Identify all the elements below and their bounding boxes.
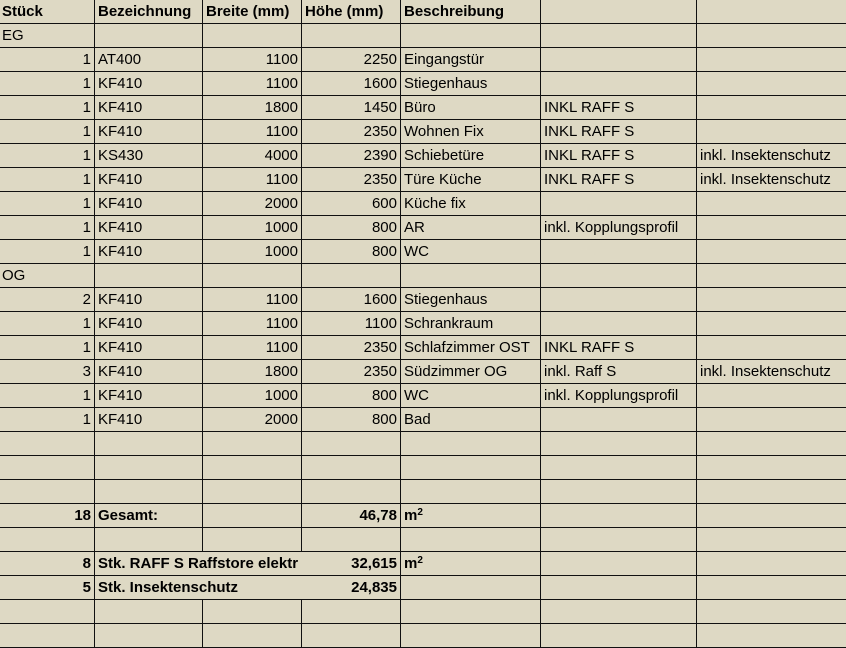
note-cell[interactable] [541, 48, 697, 71]
height-cell[interactable]: 800 [302, 240, 401, 263]
note-cell[interactable] [541, 240, 697, 263]
description-cell[interactable]: Südzimmer OG [401, 360, 541, 383]
empty-cell[interactable] [203, 624, 302, 647]
empty-cell[interactable] [203, 480, 302, 503]
empty-cell[interactable] [697, 552, 846, 575]
qty-cell[interactable]: 1 [0, 72, 95, 95]
empty-cell[interactable] [541, 600, 697, 623]
qty-cell[interactable]: 1 [0, 408, 95, 431]
table-row [0, 360, 846, 384]
empty-cell[interactable] [401, 432, 541, 455]
description-cell[interactable]: WC [401, 240, 541, 263]
height-cell[interactable]: 2250 [302, 48, 401, 71]
width-cell[interactable]: 1000 [203, 384, 302, 407]
height-cell[interactable]: 2390 [302, 144, 401, 167]
empty-cell[interactable] [0, 600, 95, 623]
raff-label[interactable]: Stk. RAFF S Raffstore elektr [98, 555, 299, 572]
note-cell[interactable]: inkl. Kopplungsprofil [541, 216, 697, 239]
description-cell[interactable]: Türe Küche [401, 168, 541, 191]
note-cell[interactable]: INKL RAFF S [541, 120, 697, 143]
empty-cell[interactable] [697, 528, 846, 551]
raff-summary-row [0, 552, 846, 576]
empty-row [0, 480, 846, 504]
table-row [0, 288, 846, 312]
height-cell[interactable]: 1100 [302, 312, 401, 335]
empty-cell[interactable] [302, 480, 401, 503]
width-cell[interactable]: 1100 [203, 168, 302, 191]
type-cell[interactable]: KS430 [95, 144, 203, 167]
qty-cell[interactable]: 2 [0, 288, 95, 311]
empty-cell[interactable] [302, 264, 401, 287]
empty-cell[interactable] [541, 432, 697, 455]
empty-cell[interactable] [203, 528, 302, 551]
width-cell[interactable]: 2000 [203, 192, 302, 215]
empty-row [0, 456, 846, 480]
note-cell[interactable]: inkl. Kopplungsprofil [541, 384, 697, 407]
note-cell[interactable] [697, 72, 846, 95]
qty-cell[interactable]: 1 [0, 96, 95, 119]
empty-cell[interactable] [401, 528, 541, 551]
empty-cell[interactable] [0, 432, 95, 455]
empty-cell[interactable] [0, 624, 95, 647]
table-row [0, 120, 846, 144]
empty-cell[interactable] [0, 528, 95, 551]
raff-area[interactable]: 32,615 [302, 552, 401, 575]
empty-cell[interactable] [541, 456, 697, 479]
empty-row [0, 624, 846, 648]
empty-cell[interactable] [95, 456, 203, 479]
note-cell[interactable]: inkl. Insektenschutz [700, 363, 831, 380]
empty-cell[interactable] [203, 264, 302, 287]
type-cell[interactable]: KF410 [95, 120, 203, 143]
note-cell[interactable] [697, 240, 846, 263]
empty-cell[interactable] [697, 24, 846, 47]
section-row-eg [0, 24, 846, 48]
section-label-og[interactable]: OG [0, 264, 95, 287]
empty-cell[interactable] [203, 504, 302, 527]
note-cell[interactable] [697, 408, 846, 431]
note-cell[interactable] [541, 408, 697, 431]
width-cell[interactable]: 1100 [203, 48, 302, 71]
qty-cell[interactable]: 1 [0, 240, 95, 263]
raff-qty[interactable]: 8 [0, 552, 95, 575]
total-label[interactable]: Gesamt: [95, 504, 203, 527]
empty-cell[interactable] [541, 264, 697, 287]
empty-cell[interactable] [401, 264, 541, 287]
width-cell[interactable]: 1800 [203, 96, 302, 119]
note-cell[interactable] [697, 288, 846, 311]
header-stueck[interactable]: Stück [0, 0, 95, 23]
empty-cell[interactable] [697, 456, 846, 479]
empty-row [0, 600, 846, 624]
table-row [0, 192, 846, 216]
description-cell[interactable]: Büro [401, 96, 541, 119]
note-cell[interactable]: inkl. Insektenschutz [700, 147, 831, 164]
table-row [0, 144, 846, 168]
height-cell[interactable]: 800 [302, 408, 401, 431]
section-row-og [0, 264, 846, 288]
note-cell[interactable]: INKL RAFF S [541, 96, 697, 119]
note-cell[interactable] [697, 120, 846, 143]
raff-unit-cell[interactable] [401, 552, 541, 575]
height-cell[interactable]: 1450 [302, 96, 401, 119]
qty-cell[interactable]: 1 [0, 144, 95, 167]
note-cell[interactable] [697, 384, 846, 407]
note-cell[interactable] [697, 336, 846, 359]
empty-cell[interactable] [95, 600, 203, 623]
height-cell[interactable]: 2350 [302, 168, 401, 191]
empty-cell[interactable] [697, 624, 846, 647]
empty-cell[interactable] [302, 528, 401, 551]
description-cell[interactable]: Stiegenhaus [401, 288, 541, 311]
empty-cell[interactable] [401, 456, 541, 479]
empty-cell[interactable] [697, 504, 846, 527]
empty-cell[interactable] [95, 264, 203, 287]
empty-cell[interactable] [697, 600, 846, 623]
height-cell[interactable]: 1600 [302, 288, 401, 311]
header-hoehe[interactable]: Höhe (mm) [302, 0, 401, 23]
insekt-label[interactable]: Stk. Insektenschutz [98, 579, 239, 596]
empty-cell[interactable] [95, 528, 203, 551]
type-cell[interactable]: AT400 [95, 48, 203, 71]
type-cell[interactable]: KF410 [95, 336, 203, 359]
empty-cell[interactable] [697, 576, 846, 599]
empty-cell[interactable] [95, 624, 203, 647]
note-cell[interactable] [541, 288, 697, 311]
note-cell[interactable] [697, 96, 846, 119]
header-bezeichnung[interactable]: Bezeichnung [95, 0, 203, 23]
note-cell[interactable]: INKL RAFF S [541, 144, 697, 167]
empty-cell[interactable] [697, 0, 846, 23]
header-row [0, 0, 846, 24]
empty-cell[interactable] [401, 480, 541, 503]
empty-cell[interactable] [0, 480, 95, 503]
type-cell[interactable]: KF410 [95, 360, 203, 383]
note-cell[interactable] [697, 312, 846, 335]
qty-cell[interactable]: 1 [0, 312, 95, 335]
empty-cell[interactable] [95, 480, 203, 503]
width-cell[interactable]: 1100 [203, 336, 302, 359]
type-cell[interactable]: KF410 [95, 168, 203, 191]
empty-cell[interactable] [541, 624, 697, 647]
unit-exponent: 2 [417, 507, 423, 518]
description-cell[interactable]: Schiebetüre [401, 144, 541, 167]
table-row [0, 216, 846, 240]
width-cell[interactable]: 2000 [203, 408, 302, 431]
type-cell[interactable]: KF410 [95, 408, 203, 431]
description-cell[interactable]: Küche fix [401, 192, 541, 215]
empty-cell[interactable] [697, 264, 846, 287]
height-cell[interactable]: 800 [302, 384, 401, 407]
qty-cell[interactable]: 1 [0, 336, 95, 359]
height-cell[interactable]: 2350 [302, 360, 401, 383]
width-cell[interactable]: 1000 [203, 216, 302, 239]
type-cell[interactable]: KF410 [95, 312, 203, 335]
description-cell[interactable]: Eingangstür [401, 48, 541, 71]
description-cell[interactable]: Stiegenhaus [401, 72, 541, 95]
description-cell[interactable]: Wohnen Fix [401, 120, 541, 143]
empty-cell[interactable] [302, 456, 401, 479]
note-cell[interactable]: INKL RAFF S [541, 168, 697, 191]
table-row [0, 408, 846, 432]
empty-cell[interactable] [203, 24, 302, 47]
description-cell[interactable]: AR [401, 216, 541, 239]
type-cell[interactable]: KF410 [95, 240, 203, 263]
total-area[interactable]: 46,78 [302, 504, 401, 527]
total-row [0, 504, 846, 528]
header-beschreibung[interactable]: Beschreibung [401, 0, 541, 23]
empty-cell[interactable] [541, 576, 697, 599]
description-cell[interactable]: Schlafzimmer OST [401, 336, 541, 359]
height-cell[interactable]: 1600 [302, 72, 401, 95]
note-cell[interactable] [697, 192, 846, 215]
empty-cell[interactable] [541, 552, 697, 575]
table-row [0, 48, 846, 72]
width-cell[interactable]: 1000 [203, 240, 302, 263]
total-unit-cell[interactable] [401, 504, 541, 527]
width-cell[interactable]: 1100 [203, 288, 302, 311]
qty-cell[interactable]: 1 [0, 168, 95, 191]
qty-cell[interactable]: 3 [0, 360, 95, 383]
empty-cell[interactable] [541, 480, 697, 503]
type-cell[interactable]: KF410 [95, 96, 203, 119]
table-row [0, 384, 846, 408]
empty-cell[interactable] [697, 480, 846, 503]
width-cell[interactable]: 1100 [203, 120, 302, 143]
qty-cell[interactable]: 1 [0, 120, 95, 143]
note-cell[interactable] [541, 312, 697, 335]
empty-row [0, 432, 846, 456]
width-cell[interactable]: 1100 [203, 72, 302, 95]
insekt-qty[interactable]: 5 [0, 576, 95, 599]
height-cell[interactable]: 2350 [302, 120, 401, 143]
unit-exponent: 2 [417, 555, 423, 566]
header-breite[interactable]: Breite (mm) [203, 0, 302, 23]
qty-cell[interactable]: 1 [0, 192, 95, 215]
empty-cell[interactable] [541, 504, 697, 527]
table-row [0, 96, 846, 120]
height-cell[interactable]: 600 [302, 192, 401, 215]
type-cell[interactable]: KF410 [95, 72, 203, 95]
note-cell[interactable] [697, 48, 846, 71]
width-cell[interactable]: 4000 [203, 144, 302, 167]
empty-cell[interactable] [302, 432, 401, 455]
qty-cell[interactable]: 1 [0, 48, 95, 71]
empty-cell[interactable] [401, 576, 541, 599]
qty-cell[interactable]: 1 [0, 384, 95, 407]
table-row [0, 168, 846, 192]
type-cell[interactable]: KF410 [95, 216, 203, 239]
total-unit: m [404, 507, 418, 524]
empty-cell[interactable] [203, 456, 302, 479]
empty-cell[interactable] [302, 624, 401, 647]
empty-cell[interactable] [203, 600, 302, 623]
type-cell[interactable]: KF410 [95, 288, 203, 311]
empty-cell[interactable] [401, 624, 541, 647]
width-cell[interactable]: 1800 [203, 360, 302, 383]
empty-row [0, 528, 846, 552]
table-row [0, 336, 846, 360]
note-cell[interactable]: INKL RAFF S [541, 336, 697, 359]
table-row [0, 312, 846, 336]
note-cell[interactable] [541, 192, 697, 215]
table-row [0, 240, 846, 264]
empty-cell[interactable] [541, 24, 697, 47]
empty-cell[interactable] [541, 0, 697, 23]
note-cell[interactable] [697, 216, 846, 239]
empty-cell[interactable] [95, 432, 203, 455]
empty-cell[interactable] [0, 456, 95, 479]
empty-cell[interactable] [203, 432, 302, 455]
empty-cell[interactable] [697, 432, 846, 455]
description-cell[interactable]: WC [401, 384, 541, 407]
note-cell[interactable] [541, 72, 697, 95]
qty-cell[interactable]: 1 [0, 216, 95, 239]
note-cell[interactable]: inkl. Raff S [541, 360, 697, 383]
height-cell[interactable]: 2350 [302, 336, 401, 359]
total-qty[interactable]: 18 [0, 504, 95, 527]
section-label-eg[interactable]: EG [0, 24, 95, 47]
empty-cell[interactable] [302, 600, 401, 623]
raff-unit: m [404, 555, 418, 572]
type-cell[interactable]: KF410 [95, 192, 203, 215]
width-cell[interactable]: 1100 [203, 312, 302, 335]
empty-cell[interactable] [401, 600, 541, 623]
insekt-value[interactable]: 24,835 [302, 576, 401, 599]
empty-cell[interactable] [95, 24, 203, 47]
insekt-summary-row [0, 576, 846, 600]
height-cell[interactable]: 800 [302, 216, 401, 239]
empty-cell[interactable] [302, 24, 401, 47]
description-cell[interactable]: Schrankraum [401, 312, 541, 335]
empty-cell[interactable] [401, 24, 541, 47]
type-cell[interactable]: KF410 [95, 384, 203, 407]
description-cell[interactable]: Bad [401, 408, 541, 431]
empty-cell[interactable] [541, 528, 697, 551]
table-row [0, 72, 846, 96]
note-cell[interactable]: inkl. Insektenschutz [700, 171, 831, 188]
